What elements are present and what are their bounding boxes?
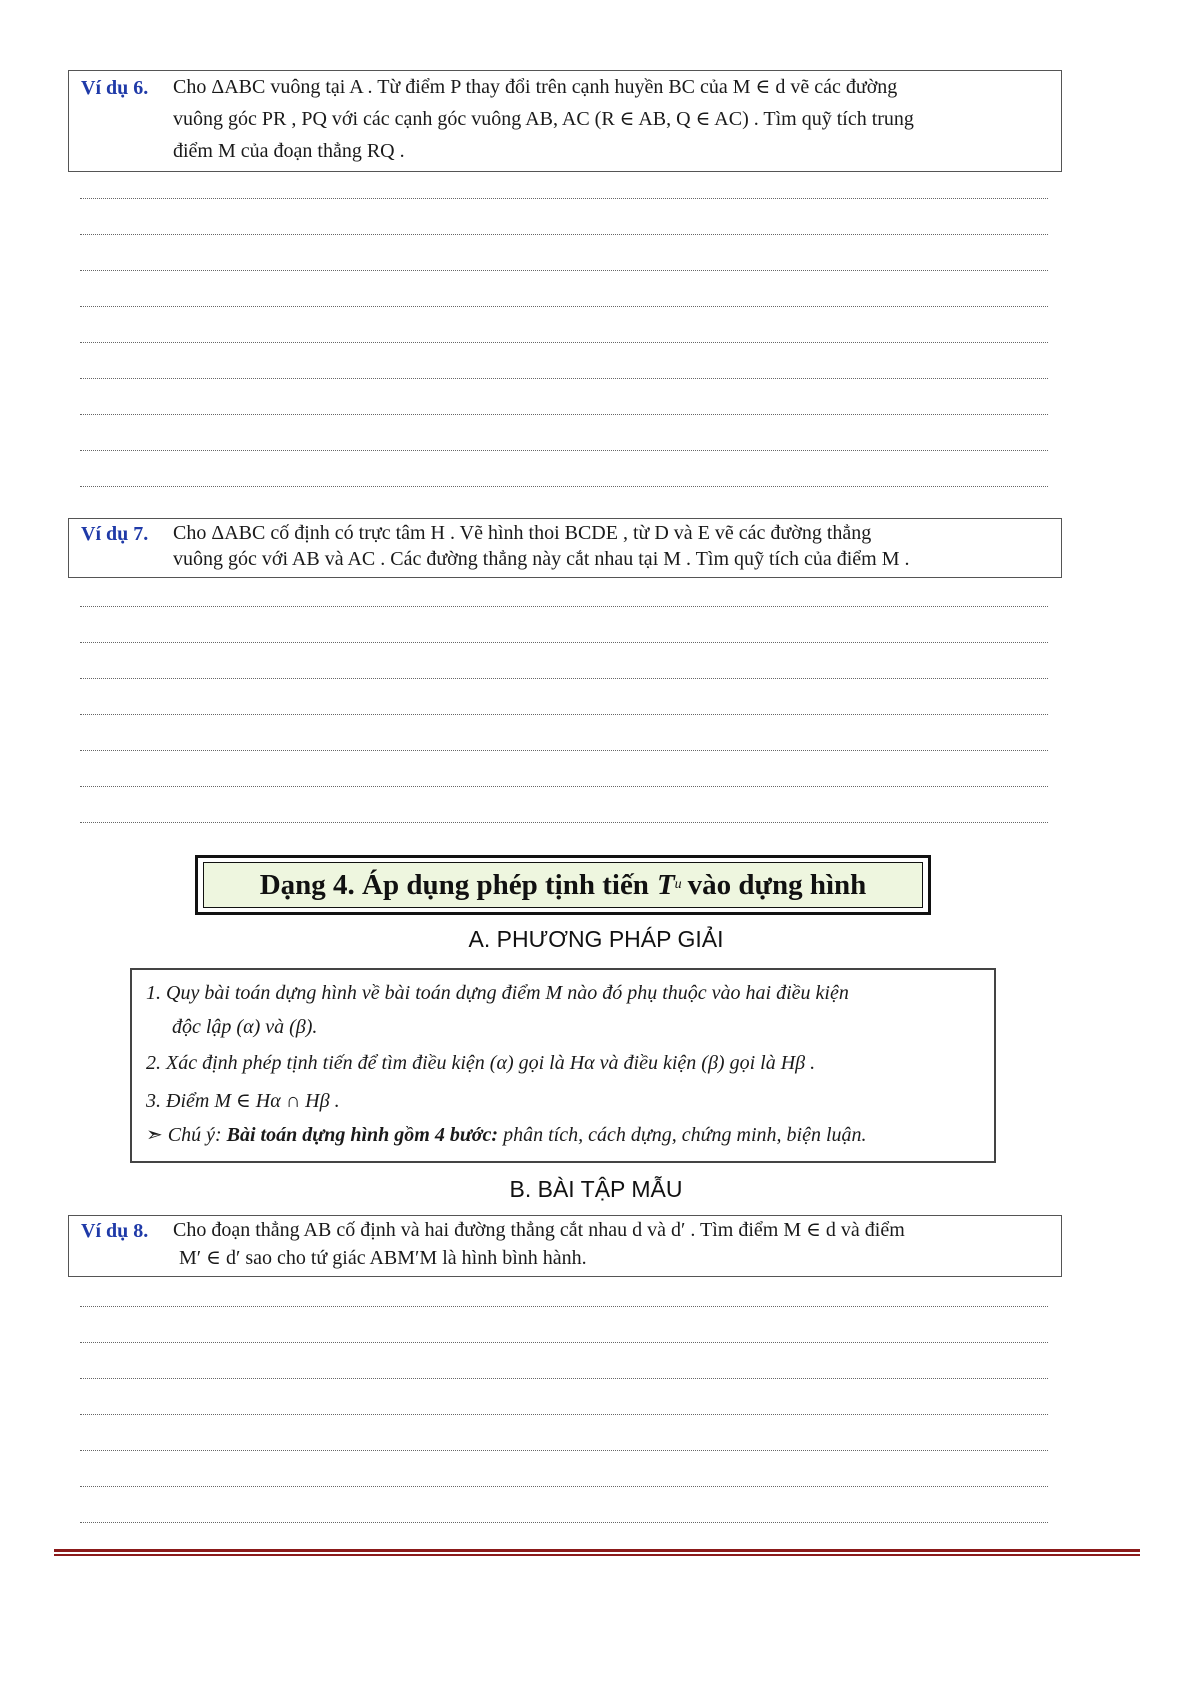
example-6-label: Ví dụ 6. xyxy=(81,77,149,99)
example-6-box xyxy=(68,70,1062,172)
example-6-line-1: Cho ΔABC vuông tại A . Từ điểm P thay đổi trên cạnh huyền BC của M ∈ d vẽ các đường xyxy=(173,76,898,98)
method-box xyxy=(130,968,996,1163)
method-heading: A. PHƯƠNG PHÁP GIẢI xyxy=(468,926,724,952)
answer-line xyxy=(80,678,1048,679)
answer-line xyxy=(80,486,1048,487)
answer-line xyxy=(80,822,1048,823)
footer-rule-thin xyxy=(54,1554,1140,1556)
example-7-line-2: vuông góc với AB và AC . Các đường thẳng này cắt nhau tại M . Tìm quỹ tích của điểm M . xyxy=(173,548,910,570)
translation-subscript: u xyxy=(674,877,682,892)
note-arrow-icon: ➣ xyxy=(146,1124,163,1146)
example-6-line-2: vuông góc PR , PQ với các cạnh góc vuông AB, AC (R ∈ AB, Q ∈ AC) . Tìm quỹ tích trung xyxy=(173,108,914,130)
answer-line xyxy=(80,342,1048,343)
note-prefix: Chú ý: xyxy=(167,1124,222,1146)
example-6-line-3: điểm M của đoạn thẳng RQ . xyxy=(173,140,405,162)
answer-line xyxy=(80,1414,1048,1415)
example-8-label: Ví dụ 8. xyxy=(81,1220,149,1242)
answer-line xyxy=(80,1306,1048,1307)
answer-line xyxy=(80,450,1048,451)
answer-line xyxy=(80,786,1048,787)
answer-line xyxy=(80,1450,1048,1451)
answer-line xyxy=(80,234,1048,235)
note-rest: phân tích, cách dựng, chứng minh, biện luận. xyxy=(503,1124,867,1146)
section-banner-rest: vào dựng hình xyxy=(687,868,867,901)
method-item-3: 3. Điểm M ∈ Hα ∩ Hβ . xyxy=(146,1090,340,1112)
example-8-line-1: Cho đoạn thẳng AB cố định và hai đường thẳng cắt nhau d và d′ . Tìm điểm M ∈ d và điểm xyxy=(173,1219,905,1241)
answer-line xyxy=(80,642,1048,643)
answer-line xyxy=(80,378,1048,379)
section-banner xyxy=(195,855,931,915)
footer-rule xyxy=(54,1549,1140,1552)
answer-line xyxy=(80,1522,1048,1523)
answer-line xyxy=(80,306,1048,307)
answer-line xyxy=(80,270,1048,271)
answer-line xyxy=(80,1342,1048,1343)
method-item-2: 2. Xác định phép tịnh tiến để tìm điều kiện (α) gọi là Hα và điều kiện (β) gọi là Hβ . xyxy=(146,1052,816,1074)
example-8-line-2: M′ ∈ d′ sao cho tứ giác ABM′M là hình bình hành. xyxy=(179,1247,587,1269)
answer-line xyxy=(80,606,1048,607)
answer-line xyxy=(80,1486,1048,1487)
method-note xyxy=(146,1122,867,1147)
answer-line xyxy=(80,1378,1048,1379)
answer-line xyxy=(80,714,1048,715)
answer-line xyxy=(80,198,1048,199)
answer-line xyxy=(80,414,1048,415)
exercise-heading: B. BÀI TẬP MẪU xyxy=(509,1176,683,1202)
section-banner-inner xyxy=(203,862,923,908)
section-banner-title: Dạng 4. Áp dụng phép tịnh tiến xyxy=(259,868,649,901)
method-item-1b: độc lập (α) và (β). xyxy=(172,1016,318,1038)
example-7-label: Ví dụ 7. xyxy=(81,523,149,545)
note-bold: Bài toán dựng hình gồm 4 bước: xyxy=(226,1124,499,1146)
example-7-line-1: Cho ΔABC cố định có trực tâm H . Vẽ hình thoi BCDE , từ D và E vẽ các đường thẳng xyxy=(173,522,872,544)
example-7-box xyxy=(68,518,1062,578)
translation-symbol: T xyxy=(656,868,675,901)
method-item-1a: 1. Quy bài toán dựng hình về bài toán dựng điểm M nào đó phụ thuộc vào hai điều kiện xyxy=(146,982,849,1004)
answer-line xyxy=(80,750,1048,751)
example-8-box xyxy=(68,1215,1062,1277)
